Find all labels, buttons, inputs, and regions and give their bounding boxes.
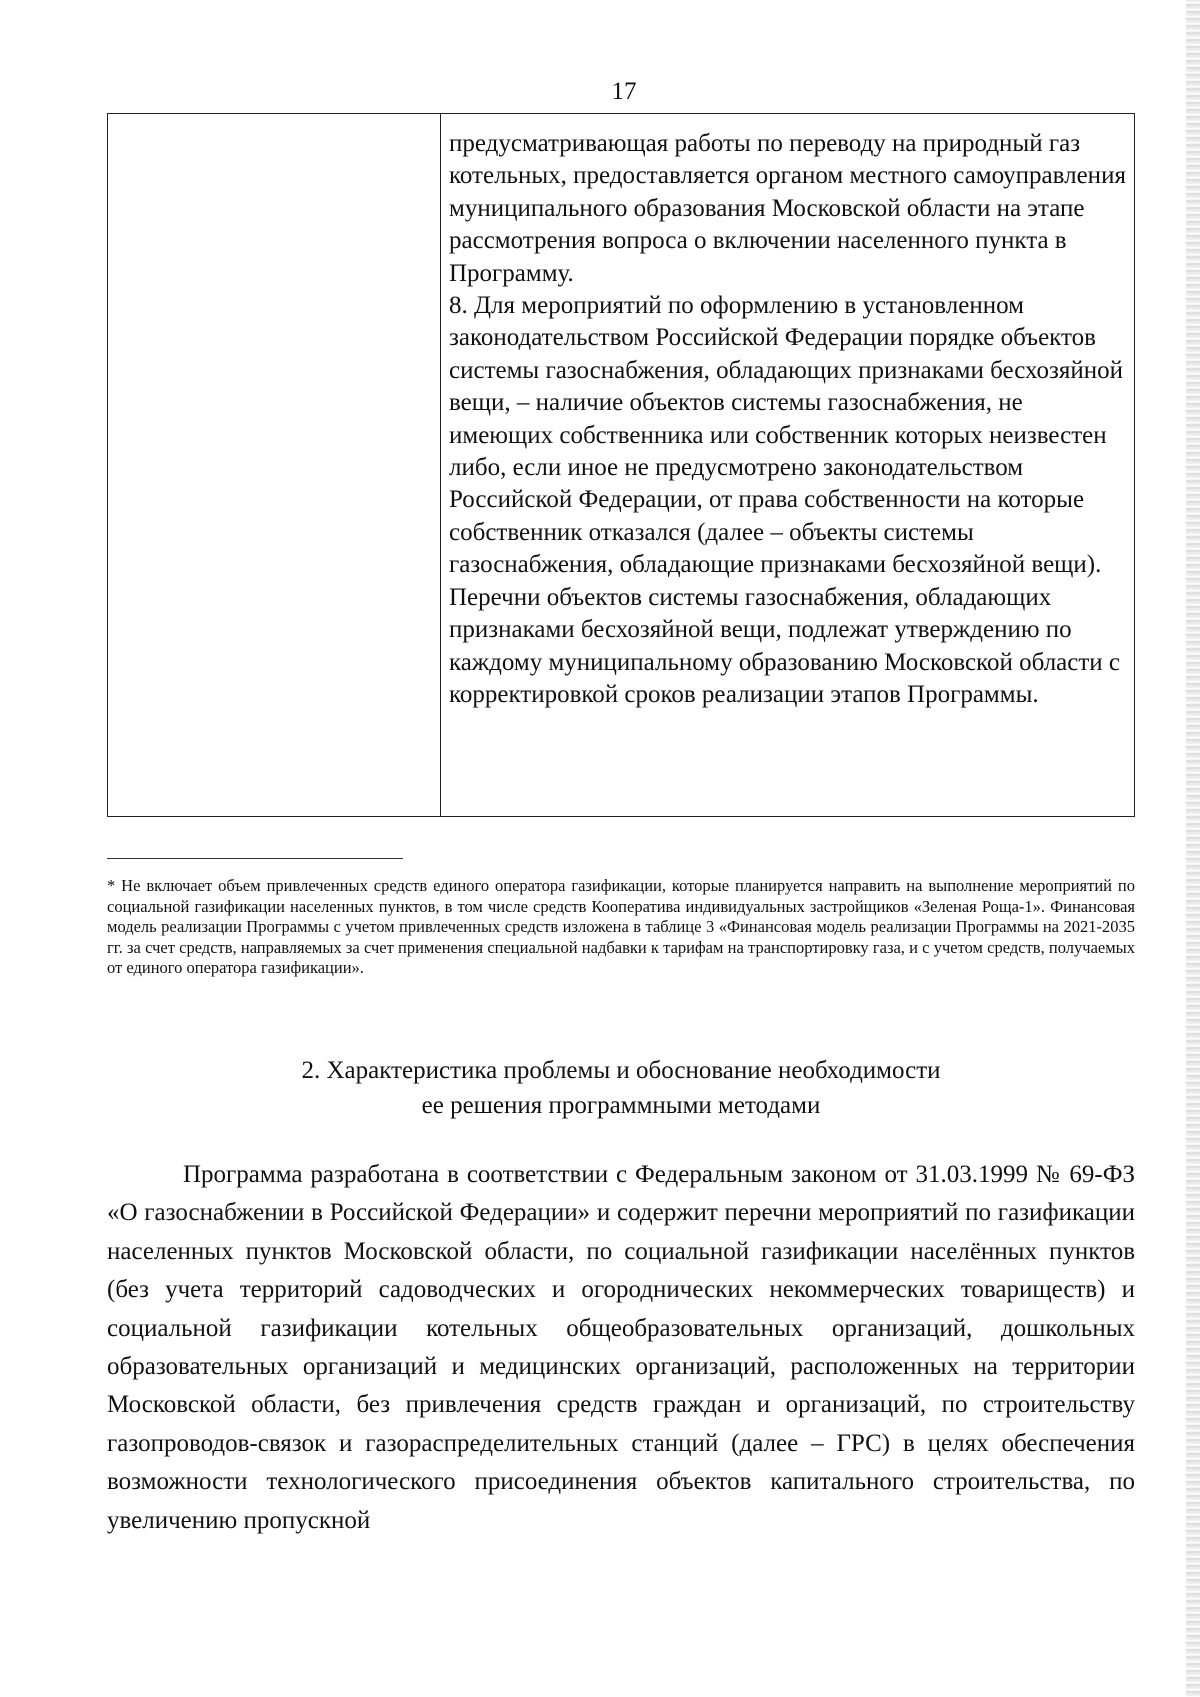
continuation-table — [107, 113, 1135, 817]
table-cell-right — [441, 114, 1134, 816]
table-paragraph-1: предусматривающая работы по переводу на природный газ котельных, предоставляется органом местного самоуправления муниципального образования Московской области на этапе рассмотрения вопроса о включении населенного пункта в Программу. — [449, 130, 1126, 287]
table-paragraph-2: 8. Для мероприятий по оформлению в установленном законодательством Российской Федерации порядке объектов системы газоснабжения, обладающих признаками бесхозяйной вещи, – наличие объектов системы газоснабжения, не имеющих собственника или собственник которых неизвестен либо, если иное не предусмотрено законодательством Российской Федерации, от права собственности на которые собственник отказался (далее – объекты системы газоснабжения, обладающие признаками бесхозяйной вещи). — [449, 292, 1124, 579]
footnote-divider — [107, 858, 403, 859]
section-body-paragraph: Программа разработана в соответствии с Федеральным законом от 31.03.1999 № 69-ФЗ «О газоснабжении в Российской Федерации» и содержит перечни мероприятий по газификации населенных пунктов Московской области, по социальной газификации населённых пунктов (без учета территорий садоводческих и огороднических некоммерческих товариществ) и социальной газификации котельных общеобразовательных организаций, дошкольных образовательных организаций и медицинских организаций, расположенных на территории Московской области, без привлечения средств граждан и организаций, по строительству газопроводов-связок и газораспределительных станций (далее – ГРС) в целях обеспечения возможности технологического присоединения объектов капитального строительства, по увеличению пропускной — [107, 1161, 1135, 1534]
table-cell-left — [108, 114, 441, 816]
footnote-text: * Не включает объем привлеченных средств единого оператора газификации, которые планируется направить на выполнение мероприятий по социальной газификации населенных пунктов, в том числе средств Кооператива индивидуальных застройщиков «Зеленая Роща-1». Финансовая модель реализации Программы с учетом привлеченных средств изложена в таблице 3 «Финансовая модель реализации Программы на 2021-2035 гг. за счет средств, направляемых за счет применения специальной надбавки к тарифам на транспортировку газа, и с учетом средств, получаемых от единого оператора газификации». — [107, 876, 1135, 977]
table-paragraph-3: Перечни объектов системы газоснабжения, обладающих признаками бесхозяйной вещи, подлежат утверждению по каждому муниципальному образованию Московской области с корректировкой сроков реализации этапов Программы. — [449, 583, 1121, 708]
section-heading-line-1: 2. Характеристика проблемы и обоснование необходимости — [301, 1057, 941, 1084]
section-heading-line-2: ее решения программными методами — [421, 1092, 821, 1119]
section-heading — [107, 1053, 1135, 1123]
scan-edge-strip — [1186, 0, 1200, 1697]
page-number: 17 — [611, 78, 637, 105]
